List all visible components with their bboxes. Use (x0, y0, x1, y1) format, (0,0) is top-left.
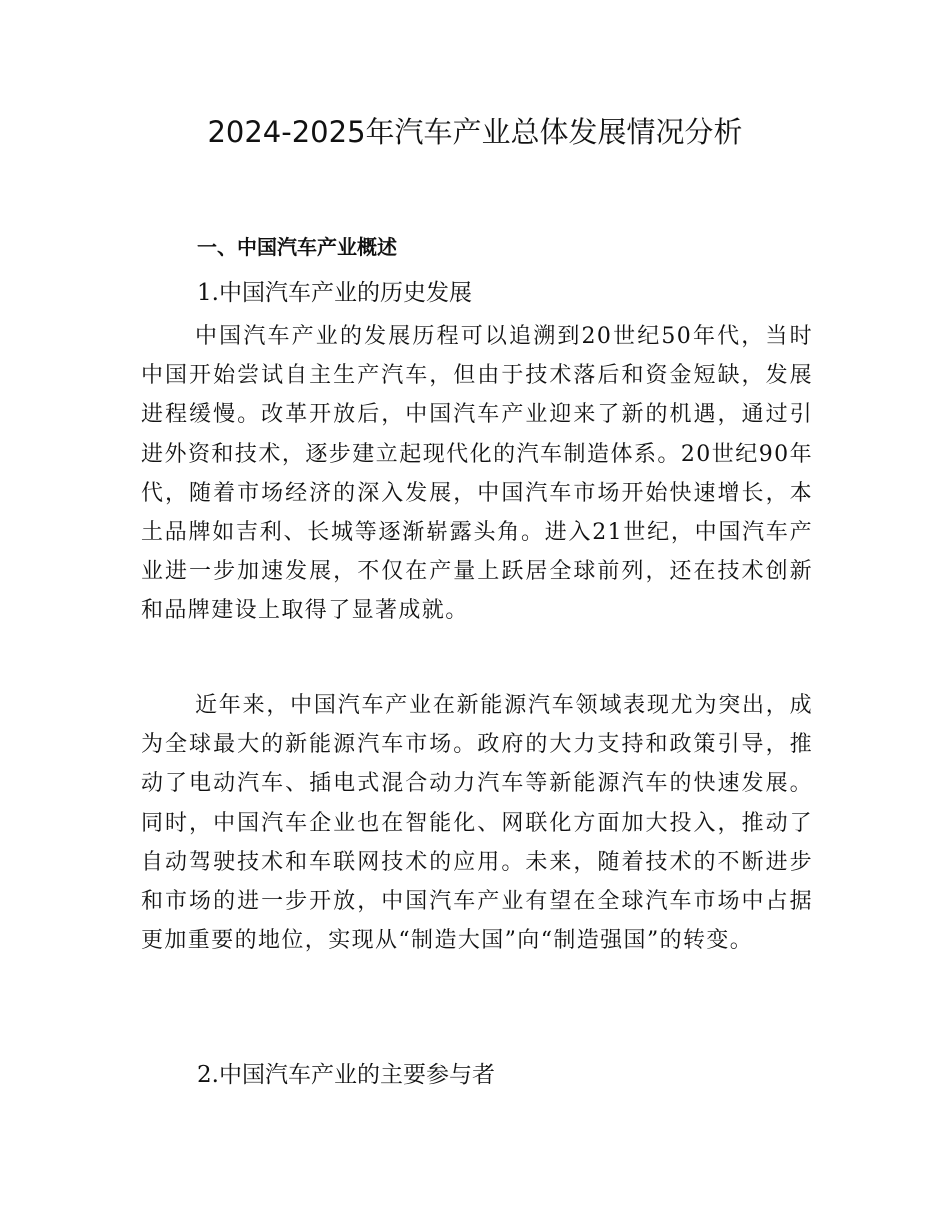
paragraph-history: 中国汽车产业的发展历程可以追溯到20世纪50年代，当时中国开始尝试自主生产汽车，但由于技术落后和资金短缺，发展进程缓慢。改革开放后，中国汽车产业迎来了新的机遇，通过引进外资和技术，逐步建立起现代化的汽车制造体系。20世纪90年代，随着市场经济的深入发展，中国汽车市场开始快速增长，本土品牌如吉利、长城等逐渐崭露头角。进入21世纪，中国汽车产业进一步加速发展，不仅在产量上跃居全球前列，还在技术创新和品牌建设上取得了显著成就。 (141, 324, 813, 624)
subsection-heading-history: 1.中国汽车产业的历史发展 (197, 280, 472, 306)
subsection-heading-participants: 2.中国汽车产业的主要参与者 (197, 1062, 495, 1088)
section-heading: 一、中国汽车产业概述 (197, 235, 397, 259)
paragraph-recent: 近年来，中国汽车产业在新能源汽车领域表现尤为突出，成为全球最大的新能源汽车市场。政府的大力支持和政策引导，推动了电动汽车、插电式混合动力汽车等新能源汽车的快速发展。同时，中国汽车企业也在智能化、网联化方面加大投入，推动了自动驾驶技术和车联网技术的应用。未来，随着技术的不断进步和市场的进一步开放，中国汽车产业有望在全球汽车市场中占据更加重要的地位，实现从“制造大国”向“制造强国”的转变。 (141, 693, 813, 954)
document-title: 2024-2025年汽车产业总体发展情况分析 (207, 115, 743, 149)
